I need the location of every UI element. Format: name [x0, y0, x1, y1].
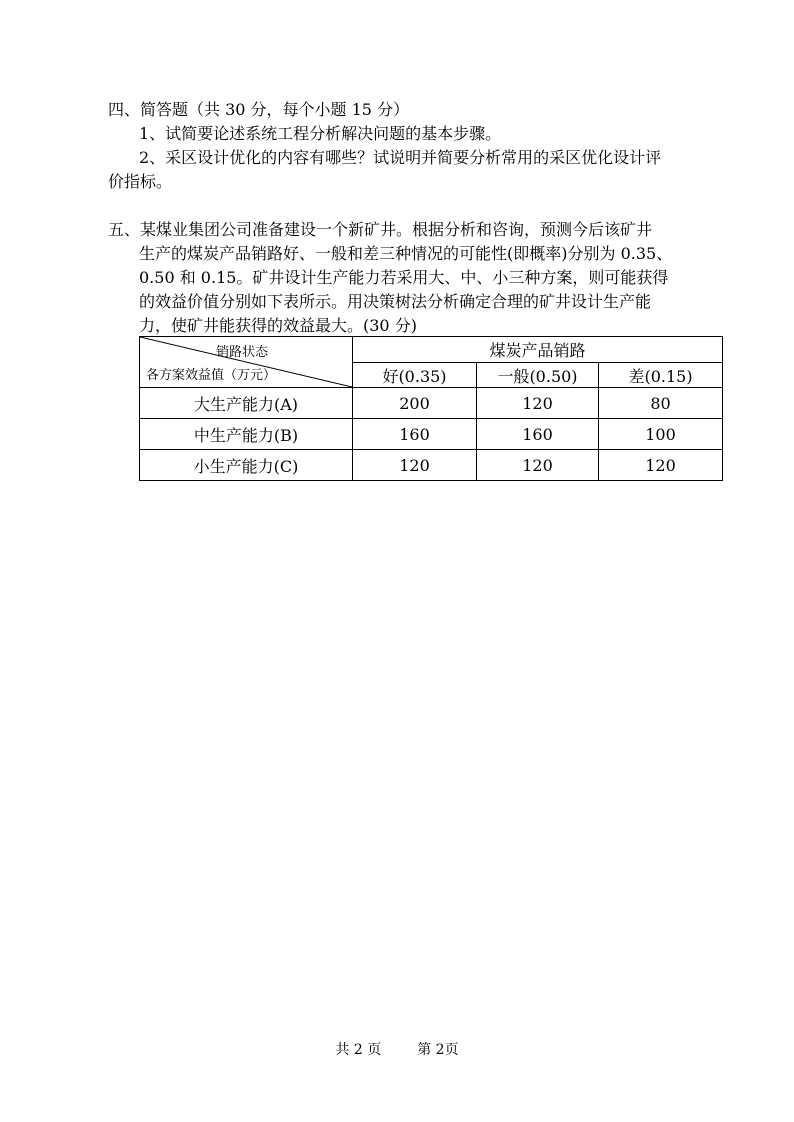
coal-sales-group-header: 煤炭产品销路: [353, 337, 723, 363]
table-cell: 160: [477, 419, 599, 450]
current-page: 第 2页: [417, 1042, 459, 1058]
table-cell: 120: [477, 388, 599, 419]
section5-line-1: 五、某煤业集团公司准备建设一个新矿井。根据分析和咨询，预测今后该矿井: [108, 220, 653, 239]
table-cell: 160: [353, 419, 477, 450]
benefit-value-label: 各方案效益值（万元）: [146, 368, 277, 383]
diagonal-header-cell: [140, 337, 353, 388]
section5-line-5: 力，使矿井能获得的效益最大。(30 分): [139, 316, 417, 335]
column-header-poor: 差(0.15): [599, 363, 723, 388]
benefit-table: [139, 336, 723, 481]
table-row: [140, 388, 723, 419]
question-2-line-1: 2、采区设计优化的内容有哪些？试说明并简要分析常用的采区优化设计评: [139, 148, 662, 167]
table-row: [140, 450, 723, 481]
question-1: 1、试简要论述系统工程分析解决问题的基本步骤。: [139, 124, 502, 143]
page-footer: [0, 1040, 794, 1060]
section5-line-4: 的效益价值分别如下表所示。用决策树法分析确定合理的矿井设计生产能: [139, 292, 652, 311]
table-cell: 200: [353, 388, 477, 419]
column-header-average: 一般(0.50): [477, 363, 599, 388]
row-label: 中生产能力(B): [140, 419, 353, 450]
column-header-good: 好(0.35): [353, 363, 477, 388]
row-label: 小生产能力(C): [140, 450, 353, 481]
table-cell: 120: [353, 450, 477, 481]
total-pages: 共 2 页: [335, 1042, 382, 1058]
section4-heading: 四、简答题（共 30 分，每个小题 15 分）: [108, 100, 410, 119]
question-2-line-2: 价指标。: [108, 172, 173, 191]
section5-line-2: 生产的煤炭产品销路好、一般和差三种情况的可能性(即概率)分别为 0.35、: [139, 244, 673, 263]
section5-line-3: 0.50 和 0.15。矿井设计生产能力若采用大、中、小三种方案，则可能获得: [139, 268, 669, 287]
table-cell: 80: [599, 388, 723, 419]
row-label: 大生产能力(A): [140, 388, 353, 419]
table-cell: 120: [477, 450, 599, 481]
table-cell: 120: [599, 450, 723, 481]
table-row: [140, 419, 723, 450]
table-cell: 100: [599, 419, 723, 450]
sales-status-label: 销路状态: [215, 345, 268, 360]
